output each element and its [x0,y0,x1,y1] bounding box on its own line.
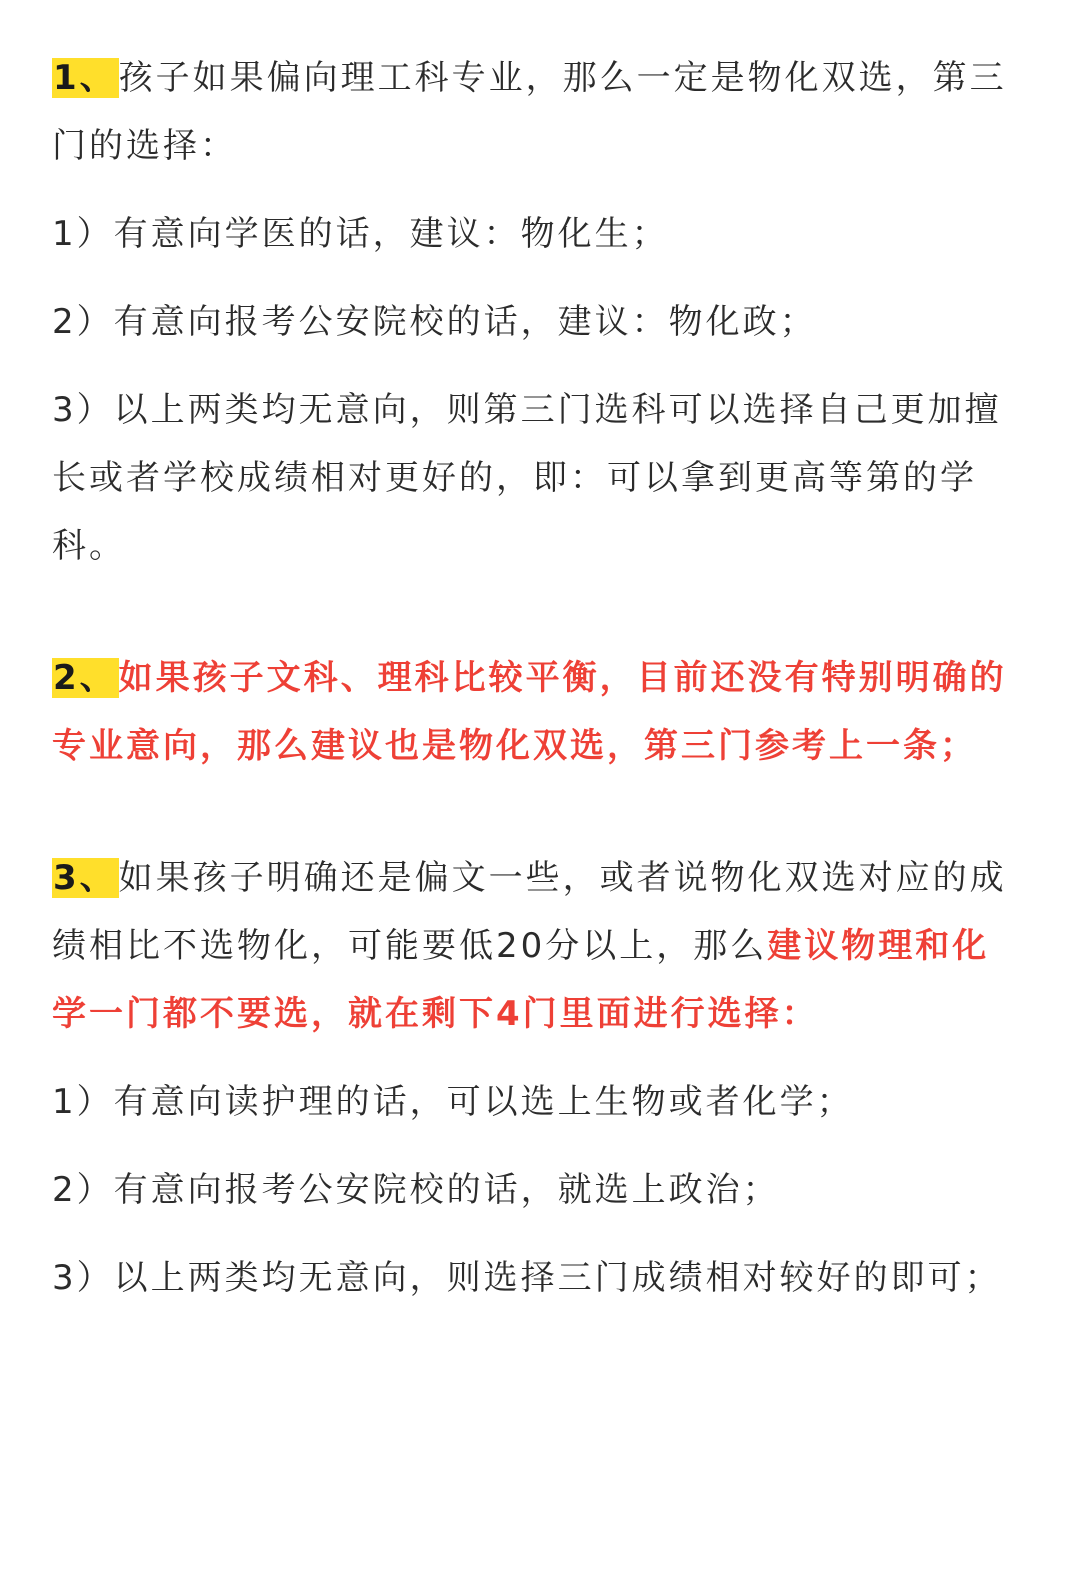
section-2-paragraph [52,644,1012,780]
section-3-item-2: 2）有意向报考公安院校的话，就选上政治； [52,1170,780,1210]
article-body [52,44,1012,1312]
section-3-item-1: 1）有意向读护理的话，可以选上生物或者化学； [52,1082,854,1122]
section-1-text: 孩子如果偏向理工科专业，那么一定是物化双选，第三门的选择： [52,58,1007,166]
section-2-text: 如果孩子文科、理科比较平衡，目前还没有特别明确的专业意向，那么建议也是物化双选，第三门参考上一条； [52,658,1007,766]
section-3-item-3: 3）以上两类均无意向，则选择三门成绩相对较好的即可； [52,1258,1002,1298]
section-3-paragraph [52,844,1012,1048]
section-1-intro [52,44,1012,180]
section-3-text: 如果孩子明确还是偏文一些，或者说物化双选对应的成绩相比不选物化，可能要低20分以上，那么 [52,858,1007,966]
section-1-item-2: 2）有意向报考公安院校的话，建议：物化政； [52,302,817,342]
section-3-emphasis: 建议物理和化学一门都不要选，就在剩下4门里面进行选择： [52,926,990,1034]
section-1-number: 1、 [53,58,117,98]
section-1-item-1: 1）有意向学医的话，建议：物化生； [52,214,669,254]
section-1-item-3: 3）以上两类均无意向，则第三门选科可以选择自己更加擅长或者学校成绩相对更好的，即：可以拿到更高等第的学科。 [52,390,1002,566]
section-3-number: 3、 [53,858,117,898]
section-2-number: 2、 [53,658,117,698]
